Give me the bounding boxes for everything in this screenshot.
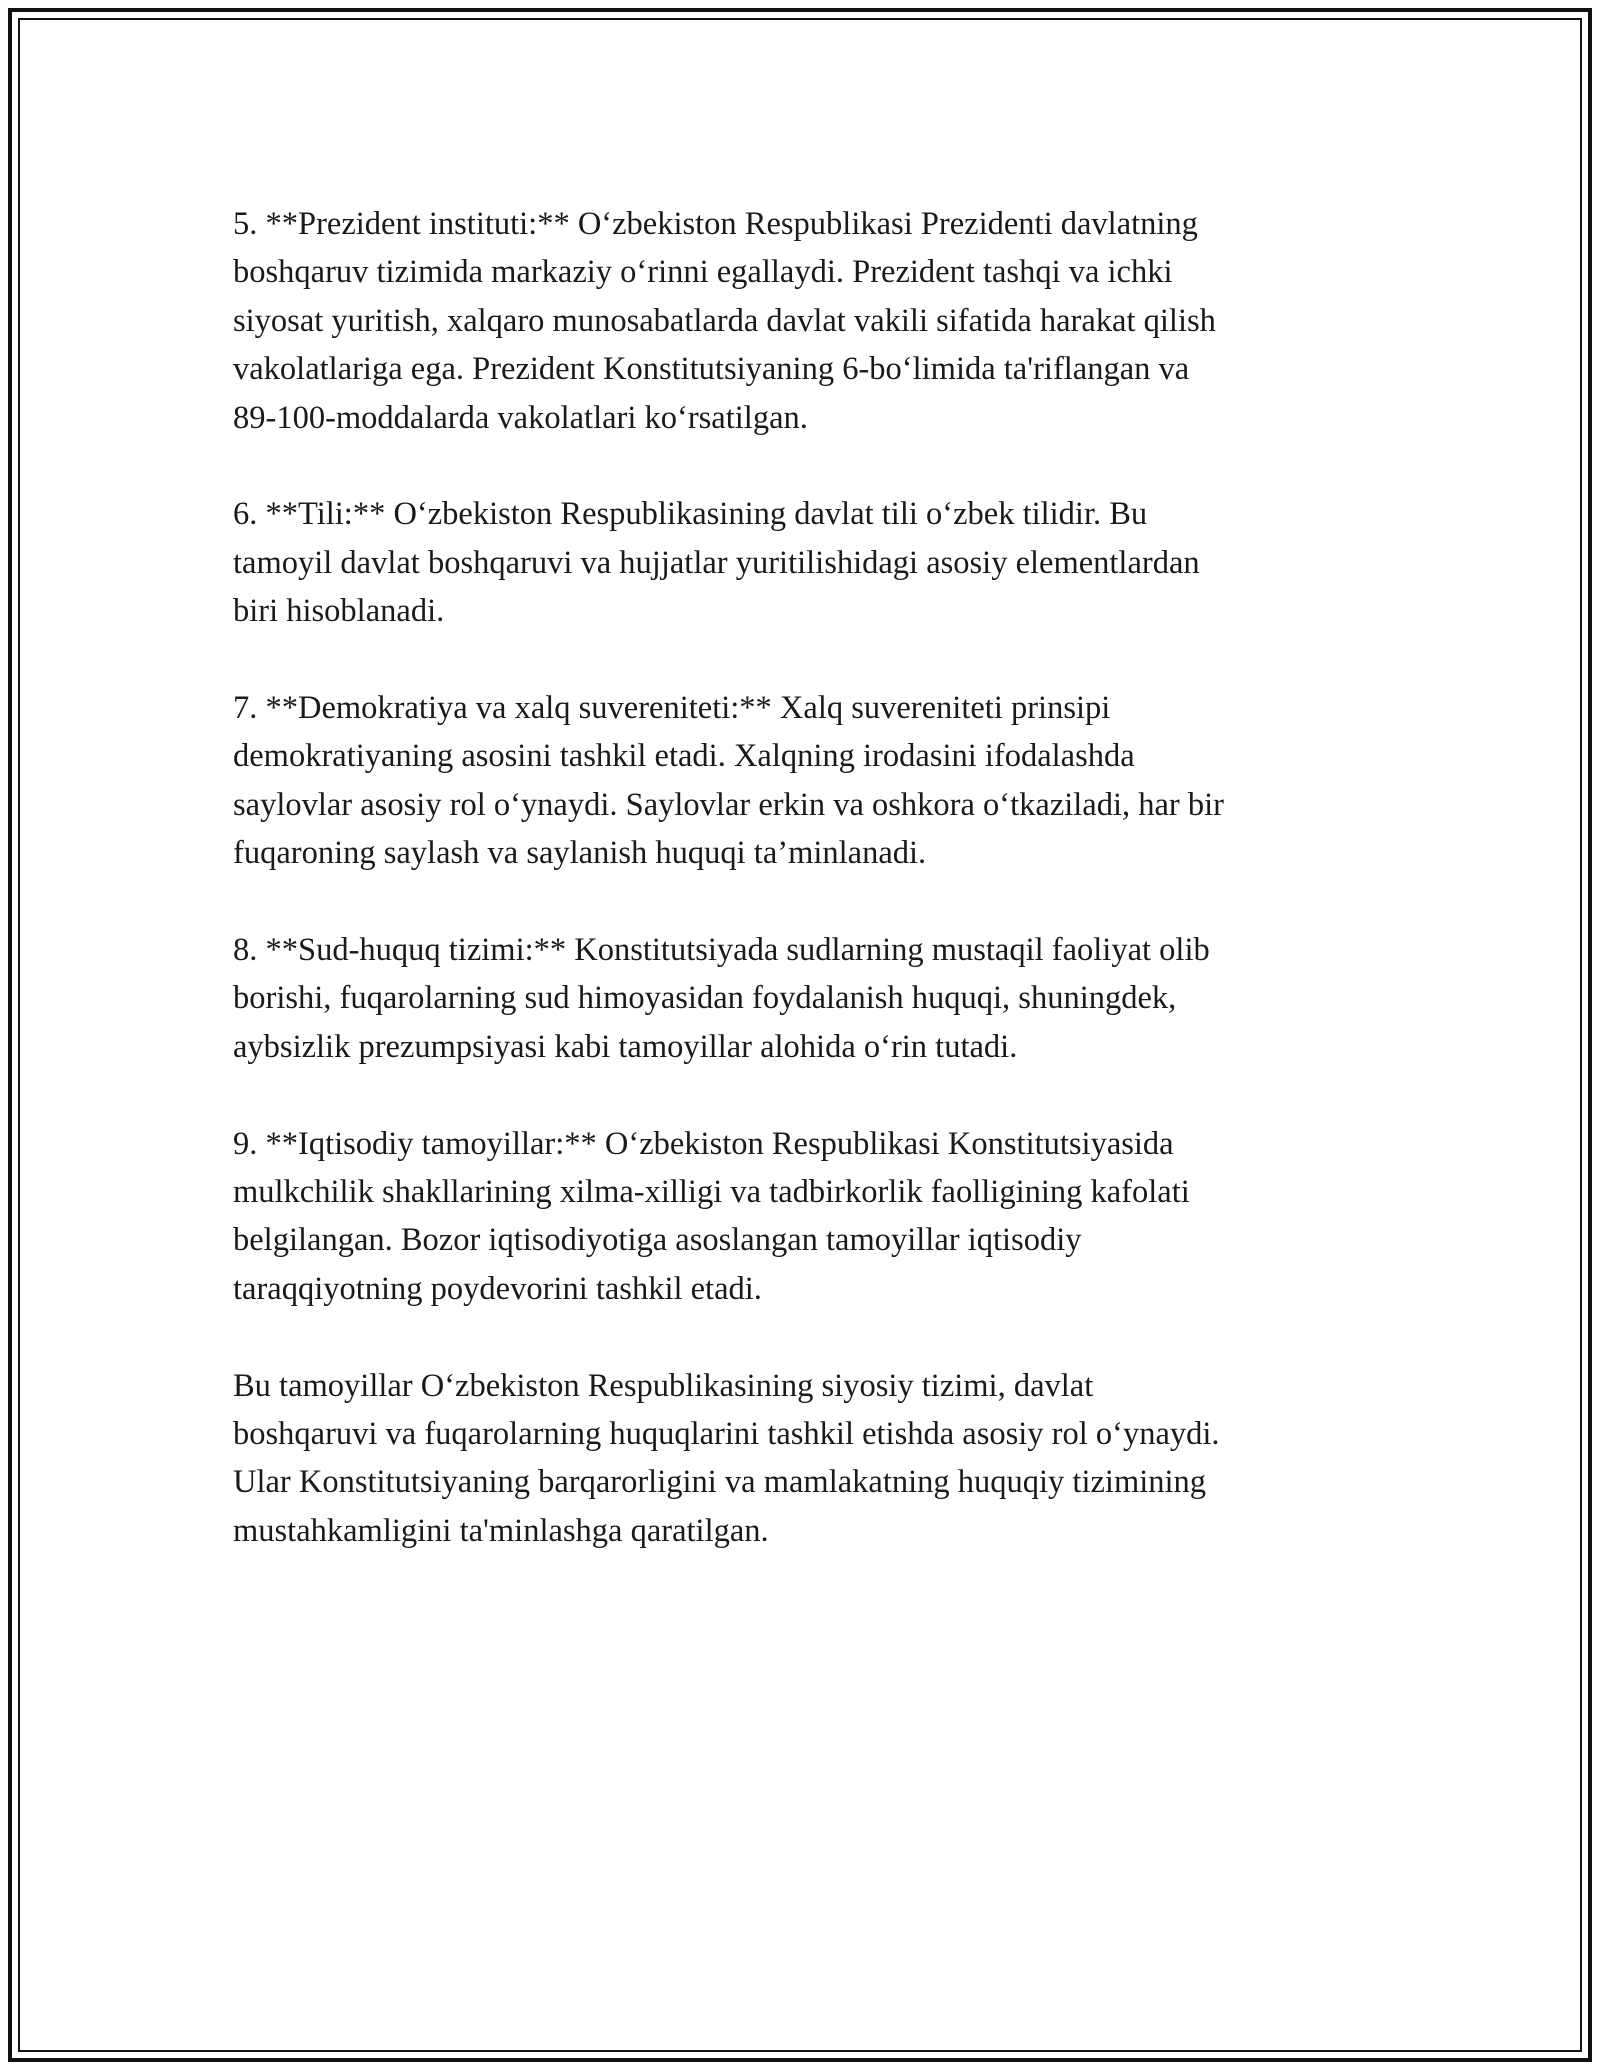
text-line: fuqaroning saylash va saylanish huquqi ta’minlanadi. <box>233 835 927 872</box>
text-line: aybsizlik prezumpsiyasi kabi tamoyillar alohida o‘rin tutadi. <box>233 1028 1018 1065</box>
text-line: boshqaruv tizimida markaziy o‘rinni egallaydi. Prezident tashqi va ichki <box>233 254 1173 291</box>
text-line: taraqqiyotning poydevorini tashkil etadi. <box>233 1270 762 1307</box>
text-line: Bu tamoyillar O‘zbekiston Respublikasining siyosiy tizimi, davlat <box>233 1367 1094 1404</box>
paragraph-judicial-system <box>233 926 1403 1071</box>
text-line: biri hisoblanadi. <box>233 593 445 630</box>
text-line: 7. **Demokratiya va xalq suvereniteti:** Xalq suvereniteti prinsipi <box>233 690 1111 727</box>
text-line: mulkchilik shakllarining xilma-xilligi va tadbirkorlik faolligining kafolati <box>233 1174 1190 1211</box>
text-line: saylovlar asosiy rol o‘ynaydi. Saylovlar erkin va oshkora o‘tkaziladi, har bir <box>233 786 1224 823</box>
text-line: demokratiyaning asosini tashkil etadi. Xalqning irodasini ifodalashda <box>233 738 1135 775</box>
text-line: tamoyil davlat boshqaruvi va hujjatlar yuritilishidagi asosiy elementlardan <box>233 544 1200 581</box>
paragraph-economic-principles <box>233 1120 1403 1314</box>
document-body <box>233 200 1403 1555</box>
paragraph-president-institute <box>233 200 1403 442</box>
text-line: Ular Konstitutsiyaning barqarorligini va mamlakatning huquqiy tizimining <box>233 1464 1207 1501</box>
text-line: 5. **Prezident instituti:** O‘zbekiston Respublikasi Prezidenti davlatning <box>233 206 1198 242</box>
text-line: 9. **Iqtisodiy tamoyillar:** O‘zbekiston Respublikasi Konstitutsiyasida <box>233 1125 1174 1162</box>
page-border <box>8 8 1592 2062</box>
text-line: borishi, fuqarolarning sud himoyasidan foydalanish huquqi, shuningdek, <box>233 980 1177 1017</box>
text-line: belgilangan. Bozor iqtisodiyotiga asoslangan tamoyillar iqtisodiy <box>233 1222 1082 1259</box>
text-line: mustahkamligini ta'minlashga qaratilgan. <box>233 1512 769 1549</box>
paragraph-conclusion <box>233 1362 1403 1556</box>
text-line: 6. **Tili:** O‘zbekiston Respublikasining davlat tili o‘zbek tilidir. Bu <box>233 496 1148 533</box>
paragraph-democracy <box>233 684 1403 878</box>
text-line: boshqaruvi va fuqarolarning huquqlarini tashkil etishda asosiy rol o‘ynaydi. <box>233 1416 1220 1453</box>
text-line: vakolatlariga ega. Prezident Konstitutsiyaning 6-bo‘limida ta'riflangan va <box>233 351 1190 388</box>
text-line: 89-100-moddalarda vakolatlari ko‘rsatilgan. <box>233 399 808 436</box>
text-line: 8. **Sud-huquq tizimi:** Konstitutsiyada sudlarning mustaqil faoliyat olib <box>233 932 1210 969</box>
text-line: siyosat yuritish, xalqaro munosabatlarda davlat vakili sifatida harakat qilish <box>233 302 1216 339</box>
paragraph-language <box>233 490 1403 635</box>
